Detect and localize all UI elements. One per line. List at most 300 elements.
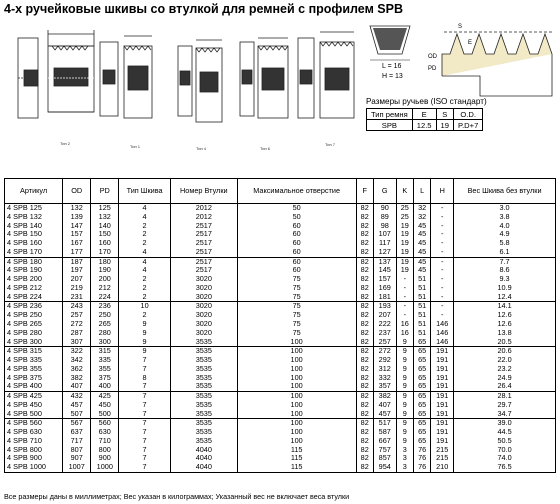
column-header: Артикул xyxy=(5,179,63,204)
table-cell: - xyxy=(396,293,413,302)
table-cell: - xyxy=(396,302,413,311)
table-cell: 177 xyxy=(63,248,91,257)
groove-header-cell: O.D. xyxy=(453,109,482,120)
table-cell: 9 xyxy=(396,392,413,401)
table-cell: 4 SPB 315 xyxy=(5,347,63,356)
table-cell: 4 SPB 180 xyxy=(5,257,63,266)
table-cell: 187 xyxy=(63,257,91,266)
table-row xyxy=(5,248,556,257)
table-cell: 9 xyxy=(396,437,413,446)
table-cell: 2 xyxy=(119,222,171,231)
table-cell: 4 SPB 200 xyxy=(5,275,63,284)
table-cell: 3 xyxy=(396,463,413,472)
table-cell: 322 xyxy=(63,347,91,356)
table-cell: 19 xyxy=(396,222,413,231)
column-header: OD xyxy=(63,179,91,204)
table-cell: 3535 xyxy=(170,410,237,419)
table-cell: 3535 xyxy=(170,419,237,428)
table-cell: 3535 xyxy=(170,374,237,383)
pulley-type-2-drawing xyxy=(18,30,94,118)
table-cell: 9 xyxy=(396,365,413,374)
table-cell: 4 SPB 150 xyxy=(5,230,63,239)
table-row xyxy=(5,392,556,401)
table-cell: 191 xyxy=(431,428,454,437)
table-cell: 45 xyxy=(414,257,431,266)
table-cell: 355 xyxy=(91,365,119,374)
table-cell: 457 xyxy=(63,401,91,410)
table-cell: 9 xyxy=(396,337,413,346)
table-cell: 4 SPB 140 xyxy=(5,222,63,231)
table-cell: 19 xyxy=(396,230,413,239)
table-cell: 265 xyxy=(91,320,119,329)
table-cell: 115 xyxy=(237,454,356,463)
table-cell: 65 xyxy=(414,365,431,374)
table-cell: 32 xyxy=(414,213,431,222)
table-cell: 257 xyxy=(373,337,396,346)
table-cell: 191 xyxy=(431,347,454,356)
table-cell: 4 SPB 190 xyxy=(5,266,63,275)
table-cell: 140 xyxy=(91,222,119,231)
table-cell: 146 xyxy=(431,337,454,346)
table-cell: 65 xyxy=(414,392,431,401)
table-cell: 9 xyxy=(396,410,413,419)
table-cell: 65 xyxy=(414,347,431,356)
table-cell: 82 xyxy=(356,239,373,248)
table-cell: 193 xyxy=(373,302,396,311)
table-row xyxy=(5,446,556,455)
table-cell: 100 xyxy=(237,392,356,401)
groove-header-cell: E xyxy=(412,109,436,120)
profile-l-label: L = 16 xyxy=(382,63,402,70)
table-cell: 4 xyxy=(119,257,171,266)
table-cell: 517 xyxy=(373,419,396,428)
table-row xyxy=(5,347,556,356)
table-cell: 32 xyxy=(414,204,431,213)
type-caption-3: Тип 4 xyxy=(196,146,207,151)
column-header: H xyxy=(431,179,454,204)
table-cell: 65 xyxy=(414,337,431,346)
table-cell: 150 xyxy=(91,230,119,239)
table-cell: 857 xyxy=(373,454,396,463)
groove-e-label: E xyxy=(468,40,473,46)
table-cell: 76 xyxy=(414,463,431,472)
pulley-type-7-drawing xyxy=(298,32,354,118)
table-row xyxy=(5,365,556,374)
table-cell: 2 xyxy=(119,275,171,284)
table-cell: 5.8 xyxy=(454,239,556,248)
column-header: F xyxy=(356,179,373,204)
type-caption-1: Тип 2 xyxy=(60,141,71,146)
table-cell: 4 SPB 560 xyxy=(5,419,63,428)
table-cell: 16 xyxy=(396,320,413,329)
table-cell: - xyxy=(431,293,454,302)
table-cell: 82 xyxy=(356,437,373,446)
table-cell: 45 xyxy=(414,222,431,231)
table-cell: 243 xyxy=(63,302,91,311)
table-cell: 807 xyxy=(63,446,91,455)
table-cell: 4 SPB 265 xyxy=(5,320,63,329)
table-cell: 210 xyxy=(431,463,454,472)
groove-value-cell: 12.5 xyxy=(412,120,436,131)
table-cell: 4 SPB 400 xyxy=(5,382,63,391)
table-header-row xyxy=(5,179,556,204)
table-cell: - xyxy=(431,284,454,293)
table-cell: 3 xyxy=(396,454,413,463)
table-cell: 125 xyxy=(91,204,119,213)
type-caption-4: Тип 6 xyxy=(260,146,271,151)
table-cell: 100 xyxy=(237,419,356,428)
table-cell: - xyxy=(431,222,454,231)
table-cell: 9 xyxy=(396,382,413,391)
table-row xyxy=(5,213,556,222)
table-cell: 4 SPB 630 xyxy=(5,428,63,437)
table-cell: 4 SPB 160 xyxy=(5,239,63,248)
table-cell: 4 SPB 355 xyxy=(5,365,63,374)
table-cell: 76 xyxy=(414,446,431,455)
table-cell: 180 xyxy=(91,257,119,266)
table-cell: 200 xyxy=(91,275,119,284)
table-cell: 90 xyxy=(373,204,396,213)
table-cell: 65 xyxy=(414,410,431,419)
table-cell: - xyxy=(431,257,454,266)
table-cell: 237 xyxy=(373,329,396,338)
table-cell: 407 xyxy=(373,401,396,410)
table-cell: 51 xyxy=(414,311,431,320)
table-cell: 4 SPB 224 xyxy=(5,293,63,302)
table-cell: 432 xyxy=(63,392,91,401)
table-cell: 4 SPB 250 xyxy=(5,311,63,320)
table-cell: 6.1 xyxy=(454,248,556,257)
table-cell: 82 xyxy=(356,401,373,410)
table-cell: 3020 xyxy=(170,329,237,338)
table-cell: 65 xyxy=(414,382,431,391)
table-cell: 4040 xyxy=(170,463,237,472)
table-cell: 147 xyxy=(63,222,91,231)
table-cell: 2 xyxy=(119,230,171,239)
table-cell: 82 xyxy=(356,419,373,428)
table-row xyxy=(5,302,556,311)
table-cell: 157 xyxy=(373,275,396,284)
table-cell: 710 xyxy=(91,437,119,446)
table-cell: 500 xyxy=(91,410,119,419)
table-cell: 630 xyxy=(91,428,119,437)
table-cell: 4 SPB 132 xyxy=(5,213,63,222)
pulley-drawings xyxy=(0,16,560,176)
table-cell: 197 xyxy=(63,266,91,275)
table-cell: 100 xyxy=(237,437,356,446)
table-cell: 224 xyxy=(91,293,119,302)
table-row xyxy=(5,419,556,428)
column-header: K xyxy=(396,179,413,204)
table-cell: 50 xyxy=(237,204,356,213)
table-cell: 20.5 xyxy=(454,337,556,346)
table-cell: 2517 xyxy=(170,230,237,239)
table-cell: 75 xyxy=(237,275,356,284)
table-cell: 287 xyxy=(63,329,91,338)
table-row xyxy=(5,239,556,248)
table-cell: 3.0 xyxy=(454,204,556,213)
table-cell: 4 SPB 212 xyxy=(5,284,63,293)
table-cell: 560 xyxy=(91,419,119,428)
table-cell: 137 xyxy=(373,257,396,266)
table-cell: 170 xyxy=(91,248,119,257)
table-cell: 100 xyxy=(237,401,356,410)
table-cell: 12.4 xyxy=(454,293,556,302)
table-cell: 4 SPB 800 xyxy=(5,446,63,455)
table-cell: 75 xyxy=(237,320,356,329)
table-cell: 7 xyxy=(119,392,171,401)
table-cell: 9 xyxy=(396,347,413,356)
table-cell: 457 xyxy=(373,410,396,419)
table-cell: 157 xyxy=(63,230,91,239)
table-cell: 191 xyxy=(431,419,454,428)
table-cell: 667 xyxy=(373,437,396,446)
table-cell: 26.4 xyxy=(454,382,556,391)
table-cell: 9 xyxy=(119,320,171,329)
table-row xyxy=(5,337,556,346)
table-cell: - xyxy=(431,275,454,284)
table-cell: 2517 xyxy=(170,222,237,231)
table-cell: - xyxy=(431,239,454,248)
table-cell: 45 xyxy=(414,248,431,257)
table-cell: 3020 xyxy=(170,320,237,329)
table-cell: 82 xyxy=(356,374,373,383)
table-cell: 132 xyxy=(91,213,119,222)
table-cell: 1000 xyxy=(91,463,119,472)
table-cell: 82 xyxy=(356,428,373,437)
table-cell: 3535 xyxy=(170,382,237,391)
table-cell: 39.0 xyxy=(454,419,556,428)
table-row xyxy=(5,437,556,446)
table-cell: 9 xyxy=(119,329,171,338)
table-row xyxy=(5,454,556,463)
table-cell: 82 xyxy=(356,266,373,275)
table-cell: 9 xyxy=(119,347,171,356)
table-cell: 19 xyxy=(396,239,413,248)
table-cell: 115 xyxy=(237,463,356,472)
table-cell: 22.0 xyxy=(454,356,556,365)
table-cell: 100 xyxy=(237,337,356,346)
table-cell: 3535 xyxy=(170,347,237,356)
table-cell: 7 xyxy=(119,446,171,455)
table-cell: 375 xyxy=(91,374,119,383)
table-cell: 757 xyxy=(373,446,396,455)
table-cell: 75 xyxy=(237,329,356,338)
table-cell: 212 xyxy=(91,284,119,293)
table-cell: 76 xyxy=(414,454,431,463)
column-header: PD xyxy=(91,179,119,204)
table-cell: 10 xyxy=(119,302,171,311)
groove-value-cell: SPB xyxy=(367,120,413,131)
table-cell: 231 xyxy=(63,293,91,302)
type-caption-5: Тип 7 xyxy=(325,142,336,147)
table-cell: 115 xyxy=(237,446,356,455)
groove-value-cell: P.D+7 xyxy=(453,120,482,131)
table-cell: - xyxy=(431,230,454,239)
table-cell: 7 xyxy=(119,356,171,365)
groove-value-row xyxy=(367,120,483,131)
table-cell: 51 xyxy=(414,302,431,311)
table-cell: 98 xyxy=(373,222,396,231)
table-cell: 450 xyxy=(91,401,119,410)
table-cell: 82 xyxy=(356,204,373,213)
table-cell: 117 xyxy=(373,239,396,248)
table-cell: 7 xyxy=(119,382,171,391)
table-row xyxy=(5,230,556,239)
table-cell: 24.9 xyxy=(454,374,556,383)
table-cell: 4 SPB 300 xyxy=(5,337,63,346)
table-cell: 587 xyxy=(373,428,396,437)
table-cell: 82 xyxy=(356,248,373,257)
table-cell: 382 xyxy=(63,374,91,383)
table-cell: 4 SPB 500 xyxy=(5,410,63,419)
table-cell: 2517 xyxy=(170,239,237,248)
table-cell: 19 xyxy=(396,257,413,266)
table-cell: 9.3 xyxy=(454,275,556,284)
table-cell: - xyxy=(431,204,454,213)
table-cell: 25 xyxy=(396,204,413,213)
table-cell: 382 xyxy=(373,392,396,401)
groove-sizes-table xyxy=(366,108,483,131)
table-cell: 82 xyxy=(356,311,373,320)
table-row xyxy=(5,266,556,275)
table-cell: 7 xyxy=(119,463,171,472)
table-cell: 60 xyxy=(237,248,356,257)
table-cell: 82 xyxy=(356,213,373,222)
table-cell: 60 xyxy=(237,257,356,266)
table-cell: 3020 xyxy=(170,311,237,320)
table-cell: 1007 xyxy=(63,463,91,472)
table-cell: 280 xyxy=(91,329,119,338)
table-cell: 60 xyxy=(237,266,356,275)
table-cell: 100 xyxy=(237,356,356,365)
table-cell: 9 xyxy=(396,374,413,383)
table-cell: 65 xyxy=(414,437,431,446)
table-cell: 4 SPB 375 xyxy=(5,374,63,383)
table-cell: 19 xyxy=(396,266,413,275)
table-cell: 65 xyxy=(414,374,431,383)
table-cell: 51 xyxy=(414,329,431,338)
table-row xyxy=(5,374,556,383)
table-cell: 16 xyxy=(396,329,413,338)
table-cell: 12.6 xyxy=(454,320,556,329)
table-row xyxy=(5,311,556,320)
table-cell: 65 xyxy=(414,401,431,410)
table-cell: 82 xyxy=(356,463,373,472)
table-cell: 4 xyxy=(119,204,171,213)
table-cell: 3535 xyxy=(170,428,237,437)
table-cell: 191 xyxy=(431,356,454,365)
table-row xyxy=(5,284,556,293)
table-cell: 315 xyxy=(91,347,119,356)
table-cell: 145 xyxy=(373,266,396,275)
table-cell: 4 SPB 900 xyxy=(5,454,63,463)
table-cell: 65 xyxy=(414,428,431,437)
table-cell: 2 xyxy=(119,239,171,248)
column-header: L xyxy=(414,179,431,204)
table-cell: 75 xyxy=(237,302,356,311)
table-cell: 4 xyxy=(119,248,171,257)
table-cell: 257 xyxy=(63,311,91,320)
table-cell: 3 xyxy=(396,446,413,455)
profile-h-label: H = 13 xyxy=(382,73,403,80)
table-cell: 82 xyxy=(356,257,373,266)
table-cell: 89 xyxy=(373,213,396,222)
table-cell: 4 xyxy=(119,266,171,275)
table-cell: 9 xyxy=(396,356,413,365)
table-cell: - xyxy=(396,311,413,320)
groove-sizes-caption: Размеры ручьев (ISO стандарт) xyxy=(366,97,487,106)
table-cell: 82 xyxy=(356,302,373,311)
column-header: G xyxy=(373,179,396,204)
table-cell: 191 xyxy=(431,392,454,401)
table-cell: 100 xyxy=(237,410,356,419)
table-cell: 82 xyxy=(356,329,373,338)
table-cell: 13.8 xyxy=(454,329,556,338)
table-cell: 357 xyxy=(373,382,396,391)
table-cell: 45 xyxy=(414,230,431,239)
table-row xyxy=(5,320,556,329)
table-row xyxy=(5,257,556,266)
table-cell: 82 xyxy=(356,347,373,356)
table-cell: 342 xyxy=(63,356,91,365)
table-cell: 307 xyxy=(63,337,91,346)
table-cell: 82 xyxy=(356,293,373,302)
table-cell: 9 xyxy=(396,401,413,410)
table-row xyxy=(5,428,556,437)
table-cell: 75 xyxy=(237,311,356,320)
table-cell: 82 xyxy=(356,365,373,374)
table-cell: 50.5 xyxy=(454,437,556,446)
table-cell: 907 xyxy=(63,454,91,463)
table-cell: 127 xyxy=(373,248,396,257)
table-cell: 3535 xyxy=(170,365,237,374)
table-cell: 272 xyxy=(373,347,396,356)
table-cell: 82 xyxy=(356,410,373,419)
table-cell: 637 xyxy=(63,428,91,437)
table-cell: 800 xyxy=(91,446,119,455)
table-cell: - xyxy=(396,275,413,284)
table-cell: 29.7 xyxy=(454,401,556,410)
table-cell: 219 xyxy=(63,284,91,293)
table-cell: 45 xyxy=(414,239,431,248)
table-cell: 8.6 xyxy=(454,266,556,275)
table-row xyxy=(5,382,556,391)
table-cell: 100 xyxy=(237,428,356,437)
footnote: Все размеры даны в миллиметрах; Вес указан в килограммах; Указанный вес не включает веса втулки xyxy=(4,492,350,501)
table-cell: 44.5 xyxy=(454,428,556,437)
table-cell: 82 xyxy=(356,230,373,239)
table-cell: 4.9 xyxy=(454,230,556,239)
table-cell: 717 xyxy=(63,437,91,446)
table-cell: 4 SPB 710 xyxy=(5,437,63,446)
groove-pd-label: PD xyxy=(428,66,437,72)
table-cell: 82 xyxy=(356,275,373,284)
table-cell: 82 xyxy=(356,392,373,401)
table-cell: 3020 xyxy=(170,293,237,302)
table-cell: 2 xyxy=(119,284,171,293)
table-cell: 4 SPB 236 xyxy=(5,302,63,311)
table-cell: 75 xyxy=(237,293,356,302)
table-cell: - xyxy=(431,213,454,222)
column-header: Вес Шкива без втулки xyxy=(454,179,556,204)
table-cell: 3020 xyxy=(170,302,237,311)
table-cell: - xyxy=(431,248,454,257)
table-cell: 2517 xyxy=(170,266,237,275)
table-cell: 60 xyxy=(237,230,356,239)
pulley-type-6-drawing xyxy=(240,38,288,118)
table-cell: - xyxy=(431,302,454,311)
